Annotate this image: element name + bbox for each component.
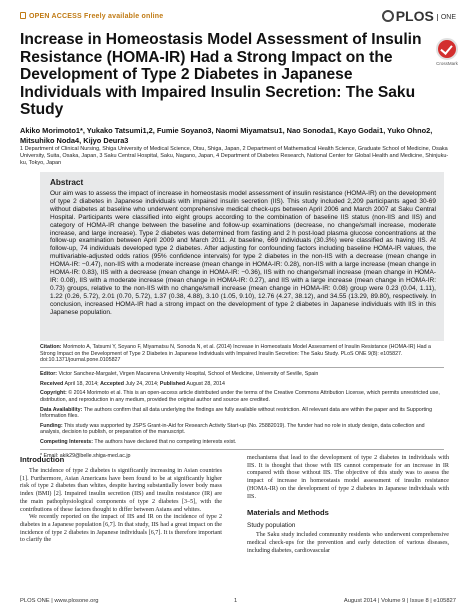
introduction-heading: Introduction	[20, 455, 65, 464]
meta-divider	[40, 367, 444, 368]
editor-text: Victor Sanchez-Margalet, Virgen Macarena University Hospital, School of Medicine, University of Seville, Spain	[58, 370, 319, 377]
copyright-line	[40, 390, 444, 403]
editor-line	[40, 371, 444, 378]
article-title: Increase in Homeostasis Model Assessment of Insulin Resistance (HOMA-IR) Had a Strong Impact on the Development of Type 2 Diabetes in Japanese Individuals with Impaired Insulin Secretion: The Saku Study	[20, 31, 422, 119]
body-column-right	[247, 455, 449, 555]
footer-journal: PLOS ONE | www.plosone.org	[20, 598, 99, 604]
published-label: Published	[159, 380, 186, 387]
footer-issue: August 2014 | Volume 9 | Issue 8 | e105827	[343, 598, 456, 604]
competing-interests-line	[40, 439, 444, 446]
accepted-date: July 24, 2014;	[125, 380, 159, 387]
citation-text: Morimoto A, Tatsumi Y, Soyano F, Miyamatsu N, Sonoda N, et al. (2014) Increase in Homeostasis Model Assessment of Insulin Resistance (HOMA-IR) Had a Strong Impact on the Development of Type 2 Diabetes in Japanese Individuals with Impaired Insulin Secretion: The Saku Study. PLoS ONE 9(8): e105827. doi:10.1371/journal.pone.0105827	[40, 344, 431, 363]
citation-label: Citation:	[40, 344, 62, 350]
article-metadata	[40, 344, 444, 463]
competing-interests-text: The authors have declared that no competing interests exist.	[94, 439, 237, 446]
crossmark-badge[interactable]	[434, 38, 460, 66]
plos-logo-icon	[382, 10, 394, 22]
funding-text: This study was supported by JSPS Grant-in-Aid for Research Activity Start-up (No. 25882019). The funder had no role in study design, data collection and analysis, decision to publish, or preparation of the manuscript.	[40, 422, 425, 436]
page-header	[20, 8, 456, 28]
journal-logo-suffix: ONE	[437, 14, 456, 21]
data-availability-label: Data Availability:	[40, 406, 83, 413]
methods-paragraph: The Saku study included community residents who underwent comprehensive medical check-ups for the prevention and early detection of various diseases, including diabetes, cardiovascular	[247, 532, 449, 554]
intro-paragraph: The incidence of type 2 diabetes is significantly increasing in Asian countries [1]. Furthermore, Asian Americans have been found to be at significantly higher risk of type 2 diabetes than whites, despite having substantially lower body mass index (BMI) [2]. Impaired insulin secretion (IIS) and insulin resistance (IR) are the main pathophysiological components of type 2 diabetes [3–5], with the contributions of these factors thought to differ between Asians and whites.	[20, 468, 222, 513]
copyright-label: Copyright:	[40, 390, 67, 397]
intro-paragraph-continued: mechanisms that lead to the development of type 2 diabetes in individuals with IIS. It is thought that those with IIS cannot compensate for an increase in IR compared with those without IIS. The objective of this study was to assess the impact of increase in homeostasis model assessment of insulin resistance (HOMA-IR) on the development of type 2 diabetes in Japanese individuals with IIS.	[247, 455, 449, 500]
data-availability-text: The authors confirm that all data underlying the findings are fully available without restriction. All relevant data are within the paper and its Supporting Information files.	[40, 406, 433, 420]
competing-interests-label: Competing Interests:	[40, 439, 93, 446]
author-list: Akiko Morimoto1*, Yukako Tatsumi1,2, Fumie Soyano3, Naomi Miyamatsu1, Nao Sonoda1, Kayo Godai1, Yuko Ohno2, Mitsuhiko Noda4, Kijyo Deura3	[20, 126, 433, 145]
abstract-heading: Abstract	[50, 178, 84, 187]
received-date: April 18, 2014;	[64, 380, 99, 387]
open-access-text: OPEN ACCESS Freely available online	[29, 13, 164, 20]
abstract-box	[40, 172, 444, 341]
accepted-label: Accepted	[100, 380, 124, 387]
intro-paragraph: We recently reported on the impact of IIS and IR on the incidence of type 2 diabetes in a Japanese population [6,7]. In that study, IIS had a great impact on the incidence of type 2 diabetes in Japanese individuals [6,7]. It is therefore important to clarify the	[20, 514, 222, 544]
received-label: Received	[40, 380, 64, 387]
open-access-lock-icon	[20, 12, 26, 19]
data-availability-line	[40, 407, 444, 420]
funding-label: Funding:	[40, 422, 63, 429]
crossmark-label: CrossMark	[436, 61, 458, 66]
editor-label: Editor:	[40, 370, 58, 377]
corresponding-email[interactable]: * Email: akik29@belle.shiga-med.ac.jp	[40, 453, 131, 460]
affiliations: 1 Department of Clinical Nursing, Shiga University of Medical Science, Otsu, Shiga, Japan, 2 Department of Mathematical Health Science, Graduate School of Medicine, Osaka University, Suita, Osaka, Japan, 3 Saku Central Hospital, Saku, Nagano, Japan, 4 Department of Diabetes Research, National Center for Global Health and Medicine, Shinjuku-ku, Tokyo, Japan	[20, 146, 449, 166]
methods-heading: Materials and Methods	[247, 508, 329, 518]
body-column-left	[20, 455, 222, 545]
journal-logo-text: PLOS	[395, 8, 434, 24]
published-date: August 28, 2014	[186, 380, 225, 387]
citation-line	[40, 344, 444, 364]
open-access-banner	[20, 12, 163, 20]
footer-page-number: 1	[234, 598, 238, 604]
meta-divider	[40, 449, 444, 450]
abstract-text: Our aim was to assess the impact of increase in homeostasis model assessment of insulin resistance (HOMA-IR) on the development of type 2 diabetes in Japanese individuals with impaired insulin secretion (IIS). This study included 2,209 participants aged 30-69 without diabetes at baseline who underwent comprehensive medical check-ups between April 2006 and March 2007 at Saku Central Hospital. Participants were classified into eight groups according to the combination of baseline IIS status (non-IIS and IIS) and category of HOMA-IR change between the baseline and follow-up examinations (decrease, no change/small increase, moderate increase, and large increase). Type 2 diabetes was determined from fasting and 2 h post-load plasma glucose concentrations at the follow-up examination between April 2009 and March 2011. At baseline, 669 individuals (30.3%) were classified as having IIS. At follow-up, 74 individuals developed type 2 diabetes. After adjusting for confounding factors including baseline HOMA-IR values, the multivariable-adjusted odds ratios (95% confidence intervals) for type 2 diabetes in the non-IIS with a decrease (mean change in HOMA-IR: −0.47), non-IIS with a moderate increase (mean change in HOMA-IR: 0.28), non-IIS with a large increase (mean change in HOMA-IR: 0.83), IIS with a decrease (mean change in HOMA-IR: −0.36), IIS with no change/small increase (mean change in HOMA-IR: 0.08), IIS with a moderate increase (mean change in HOMA-IR: 0.27), and IIS with a large increase (mean change in HOMA-IR: 0.73) groups, relative to the non-IIS with no change/small increase (mean change in HOMA-IR: 0.08) group were 0.23 (0.04, 1.11), 1.22 (0.26, 5.72), 2.01 (0.70, 5.72), 1.37 (0.38, 4.88), 3.10 (1.05, 9.10), 12.76 (4.27, 38.12), and 34.55 (13.29, 89.80), respectively. In conclusion, increased HOMA-IR had a strong impact on the development of type 2 diabetes in Japanese individuals with IIS in this Japanese population.	[50, 190, 436, 316]
copyright-text: © 2014 Morimoto et al. This is an open-access article distributed under the terms of the Creative Commons Attribution License, which permits unrestricted use, distribution, and reproduction in any medium, provided the original author and source are credited.	[40, 390, 440, 403]
crossmark-icon	[436, 38, 458, 60]
dates-line	[40, 381, 444, 388]
journal-logo	[382, 8, 456, 24]
page-footer	[20, 598, 456, 607]
study-population-heading: Study population	[247, 522, 296, 530]
funding-line	[40, 423, 444, 436]
